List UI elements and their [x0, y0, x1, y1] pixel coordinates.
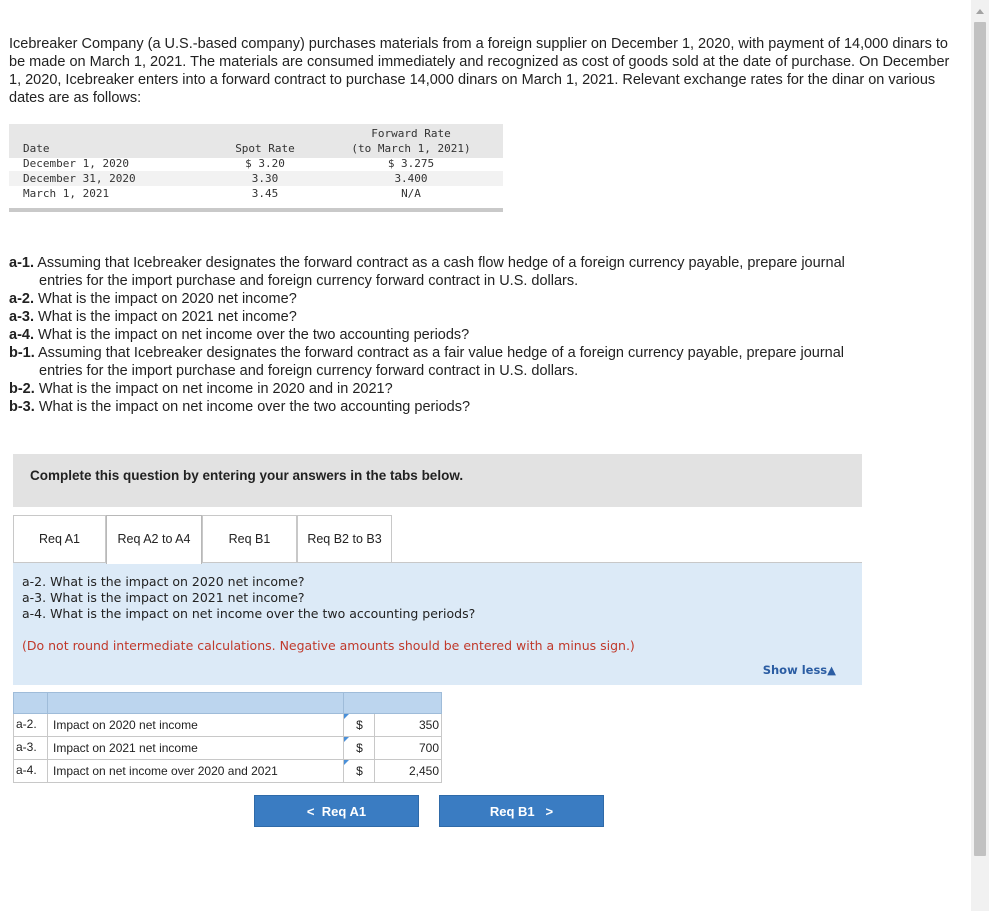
rate-table-divider — [9, 208, 503, 212]
question-tag: a-1. — [9, 255, 34, 271]
instruction-note: (Do not round intermediate calculations. Negative amounts should be entered with a minus sign.) — [22, 638, 635, 653]
question-item — [9, 326, 939, 344]
answer-label: a-2. — [16, 717, 37, 731]
question-tag: a-4. — [9, 327, 34, 343]
answer-description: Impact on 2021 net income — [47, 737, 198, 759]
col-spot-header: Spot Rate — [235, 142, 295, 155]
question-text: What is the impact on 2020 net income? — [38, 291, 297, 307]
answer-table-header — [13, 692, 442, 714]
tab-req-a1[interactable]: Req A1 — [13, 515, 106, 562]
col-date-header: Date — [23, 142, 50, 155]
question-continuation: entries for the import purchase and foreign currency forward contract in U.S. dollars. — [39, 273, 579, 289]
question-tag: b-3. — [9, 399, 35, 415]
question-text: Assuming that Icebreaker designates the forward contract as a fair value hedge of a foreign currency payable, prepare journal — [38, 345, 845, 361]
question-item — [9, 398, 939, 416]
answer-row — [13, 714, 442, 737]
question-text: What is the impact on net income over the two accounting periods? — [38, 327, 470, 343]
question-continuation: entries for the import purchase and foreign currency forward contract in U.S. dollars. — [39, 363, 579, 379]
tab-req-b1[interactable]: Req B1 — [202, 515, 297, 562]
rate-row — [9, 186, 503, 201]
question-item — [9, 254, 939, 290]
header-divider — [47, 693, 48, 715]
answer-description: Impact on net income over 2020 and 2021 — [47, 760, 278, 782]
rate-forward: $ 3.275 — [387, 157, 435, 170]
question-text: What is the impact on 2021 net income? — [38, 309, 297, 325]
prev-req-button[interactable] — [254, 795, 419, 827]
rate-table-header — [9, 124, 503, 158]
tab-req-b2-to-b3[interactable]: Req B2 to B3 — [297, 515, 392, 562]
chevron-left-icon: < — [306, 804, 315, 819]
show-less-link[interactable] — [763, 663, 836, 677]
vertical-scrollbar[interactable] — [971, 0, 989, 911]
answer-label: a-3. — [16, 740, 37, 754]
answer-description: Impact on 2020 net income — [47, 714, 198, 736]
answer-input[interactable]: 700 — [374, 737, 442, 759]
header-divider — [343, 693, 344, 715]
dollar-sign: $ — [343, 737, 375, 759]
col-forward-header-line2: (to March 1, 2021) — [351, 142, 471, 155]
next-req-button[interactable] — [439, 795, 604, 827]
question-tag: b-2. — [9, 381, 35, 397]
rate-spot: $ 3.20 — [245, 157, 285, 170]
rate-date: December 1, 2020 — [23, 157, 129, 170]
rate-spot: 3.45 — [251, 187, 279, 200]
scrollbar-thumb[interactable] — [974, 22, 986, 856]
answer-input[interactable]: 2,450 — [374, 760, 442, 782]
rate-date: December 31, 2020 — [23, 172, 136, 185]
answer-label: a-4. — [16, 763, 37, 777]
prev-req-label: Req A1 — [321, 804, 367, 819]
rate-row — [9, 171, 503, 186]
chevron-right-icon: > — [545, 804, 554, 819]
question-list — [9, 254, 939, 416]
question-tag: a-2. — [9, 291, 34, 307]
rate-row — [9, 156, 503, 171]
complete-instructions-bar: Complete this question by entering your answers in the tabs below. — [13, 454, 862, 507]
question-item — [9, 380, 939, 398]
answer-row — [13, 760, 442, 783]
answer-row — [13, 737, 442, 760]
panel-question: a-4. What is the impact on net income over the two accounting periods? — [22, 606, 476, 621]
rate-forward: N/A — [401, 187, 421, 200]
problem-intro: Icebreaker Company (a U.S.-based company) purchases materials from a foreign supplier on December 1, 2020, with payment of 14,000 dinars to be made on March 1, 2021. The materials are consumed immediately and recognized as cost of goods sold at the date of purchase. On December 1, 2020, Icebreaker enters into a forward contract to purchase 14,000 dinars on March 1, 2021. Relevant exchange rates for the dinar on various dates are as follows: — [9, 36, 950, 106]
question-item — [9, 308, 939, 326]
dollar-sign: $ — [343, 714, 375, 736]
col-forward-header-line1: Forward Rate — [371, 127, 451, 140]
panel-question: a-2. What is the impact on 2020 net income? — [22, 574, 305, 589]
question-text: What is the impact on net income in 2020 and in 2021? — [38, 381, 393, 397]
rate-date: March 1, 2021 — [23, 187, 110, 200]
show-less-label: Show less — [762, 663, 828, 677]
panel-question: a-3. What is the impact on 2021 net income? — [22, 590, 305, 605]
question-item — [9, 344, 939, 380]
answer-input[interactable]: 350 — [374, 714, 442, 736]
triangle-up-icon: ▲ — [827, 663, 836, 677]
question-text: Assuming that Icebreaker designates the forward contract as a cash flow hedge of a foreign currency payable, prepare journal — [37, 255, 845, 271]
question-tag: a-3. — [9, 309, 34, 325]
dollar-sign: $ — [343, 760, 375, 782]
tab-panel — [13, 562, 862, 685]
question-text: What is the impact on net income over the two accounting periods? — [38, 399, 471, 415]
tab-req-a2-to-a4[interactable]: Req A2 to A4 — [106, 515, 202, 564]
question-item — [9, 290, 939, 308]
exchange-rate-table — [9, 124, 503, 214]
next-req-label: Req B1 — [489, 804, 535, 819]
rate-forward: 3.400 — [394, 172, 428, 185]
rate-spot: 3.30 — [251, 172, 279, 185]
scroll-up-arrow-icon[interactable] — [976, 9, 984, 14]
question-tag: b-1. — [9, 345, 35, 361]
